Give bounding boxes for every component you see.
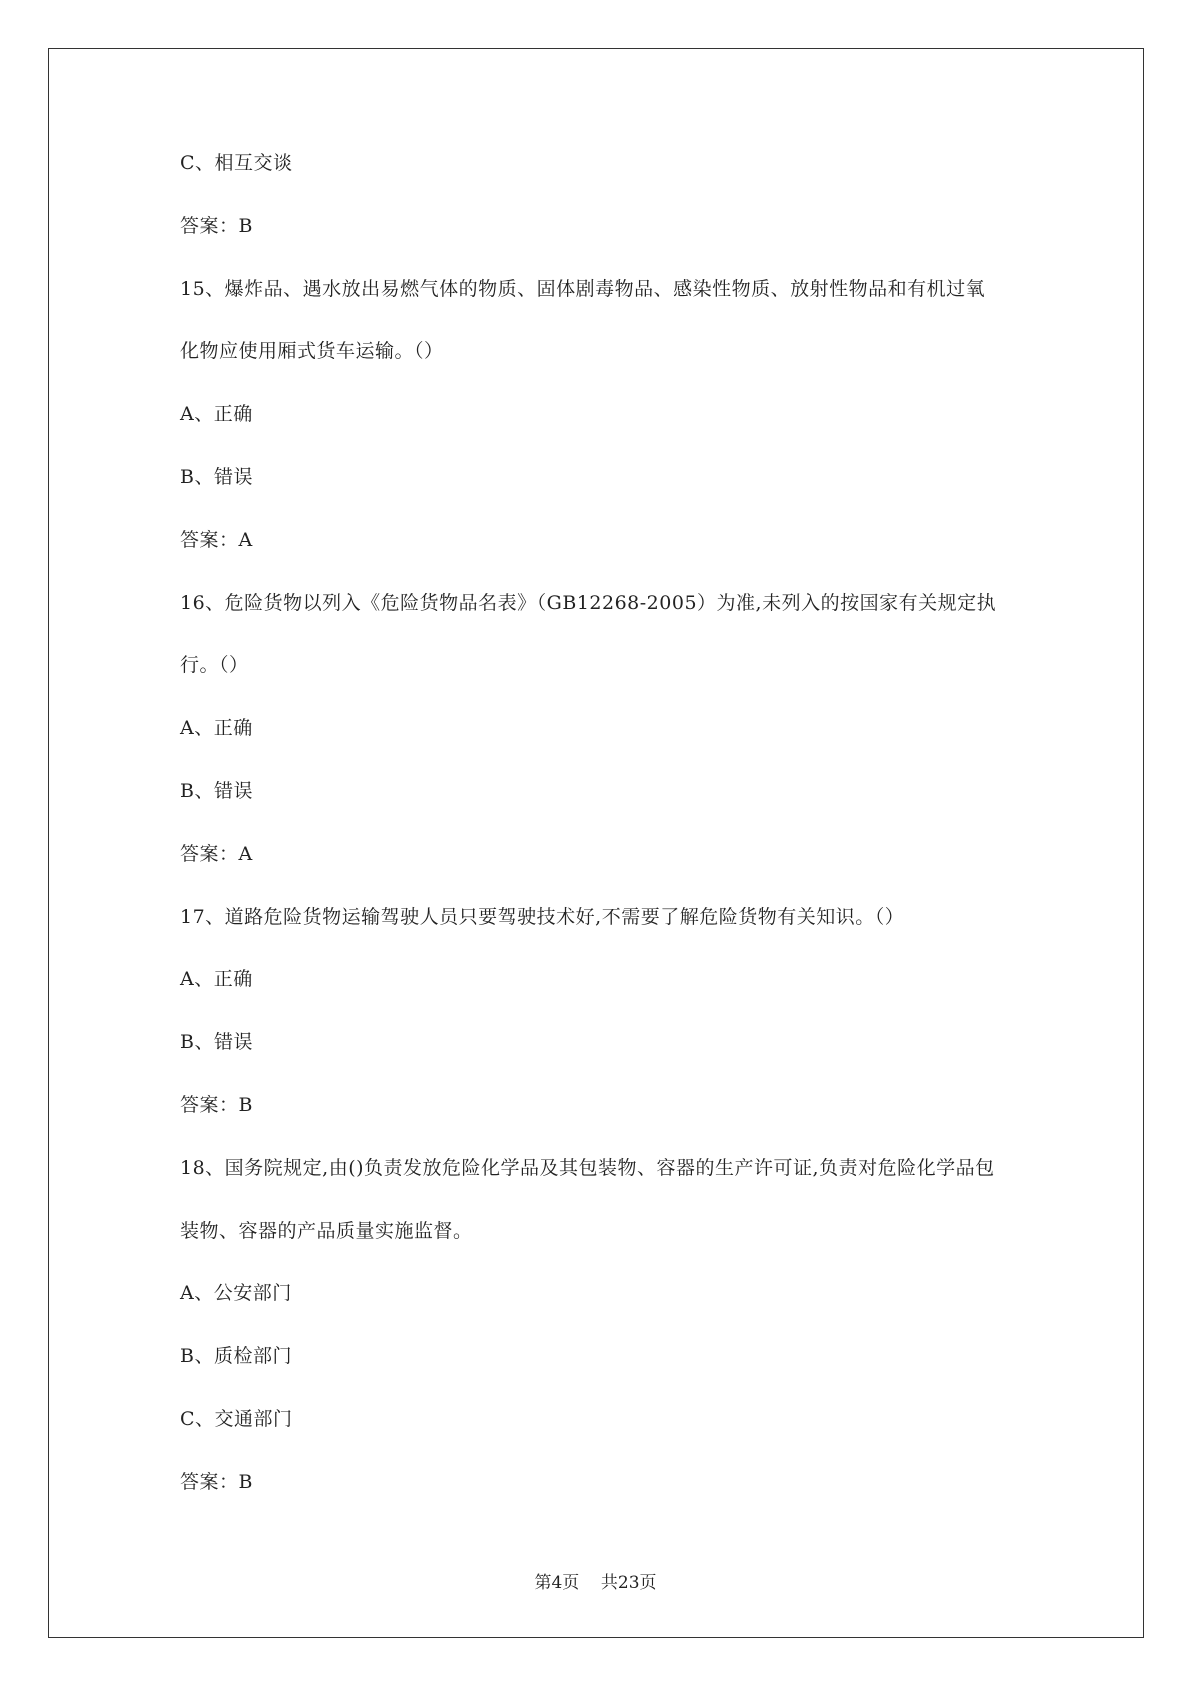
option-a-q16: A、正确 (180, 717, 253, 740)
page-number: 第4页 (534, 1573, 580, 1593)
answer-q18: 答案：B (180, 1470, 253, 1493)
option-b-q17: B、错误 (180, 1031, 253, 1054)
page-footer (0, 1572, 1191, 1594)
option-a-q15: A、正确 (180, 403, 253, 426)
answer-q17: 答案：B (180, 1093, 253, 1116)
question-16-line-2: 行。（） (180, 654, 249, 677)
option-b-q15: B、错误 (180, 465, 253, 488)
page-total: 共23页 (600, 1573, 657, 1593)
option-a-q17: A、正确 (180, 968, 253, 991)
question-16-line-1: 16、危险货物以列入《危险货物品名表》（GB12268-2005）为准,未列入的按国家有关规定执 (180, 591, 997, 614)
question-17: 17、道路危险货物运输驾驶人员只要驾驶技术好,不需要了解危险货物有关知识。（） (180, 905, 905, 928)
option-b-q16: B、错误 (180, 779, 253, 802)
question-15-line-2: 化物应使用厢式货车运输。（） (180, 340, 444, 363)
question-18-line-1: 18、国务院规定,由()负责发放危险化学品及其包装物、容器的生产许可证,负责对危险化学品包 (180, 1156, 995, 1179)
option-a-q18: A、公安部门 (180, 1282, 292, 1305)
option-c-q14: C、相互交谈 (180, 152, 293, 174)
answer-q16: 答案：A (180, 842, 253, 865)
question-15-line-1: 15、爆炸品、遇水放出易燃气体的物质、固体剧毒物品、感染性物质、放射性物品和有机过氧 (180, 277, 986, 300)
answer-q15: 答案：A (180, 528, 253, 551)
question-18-line-2: 装物、容器的产品质量实施监督。 (180, 1219, 473, 1242)
answer-q14: 答案：B (180, 214, 253, 237)
option-b-q18: B、质检部门 (180, 1345, 292, 1368)
document-body (180, 150, 1040, 1532)
option-c-q18: C、交通部门 (180, 1407, 293, 1430)
